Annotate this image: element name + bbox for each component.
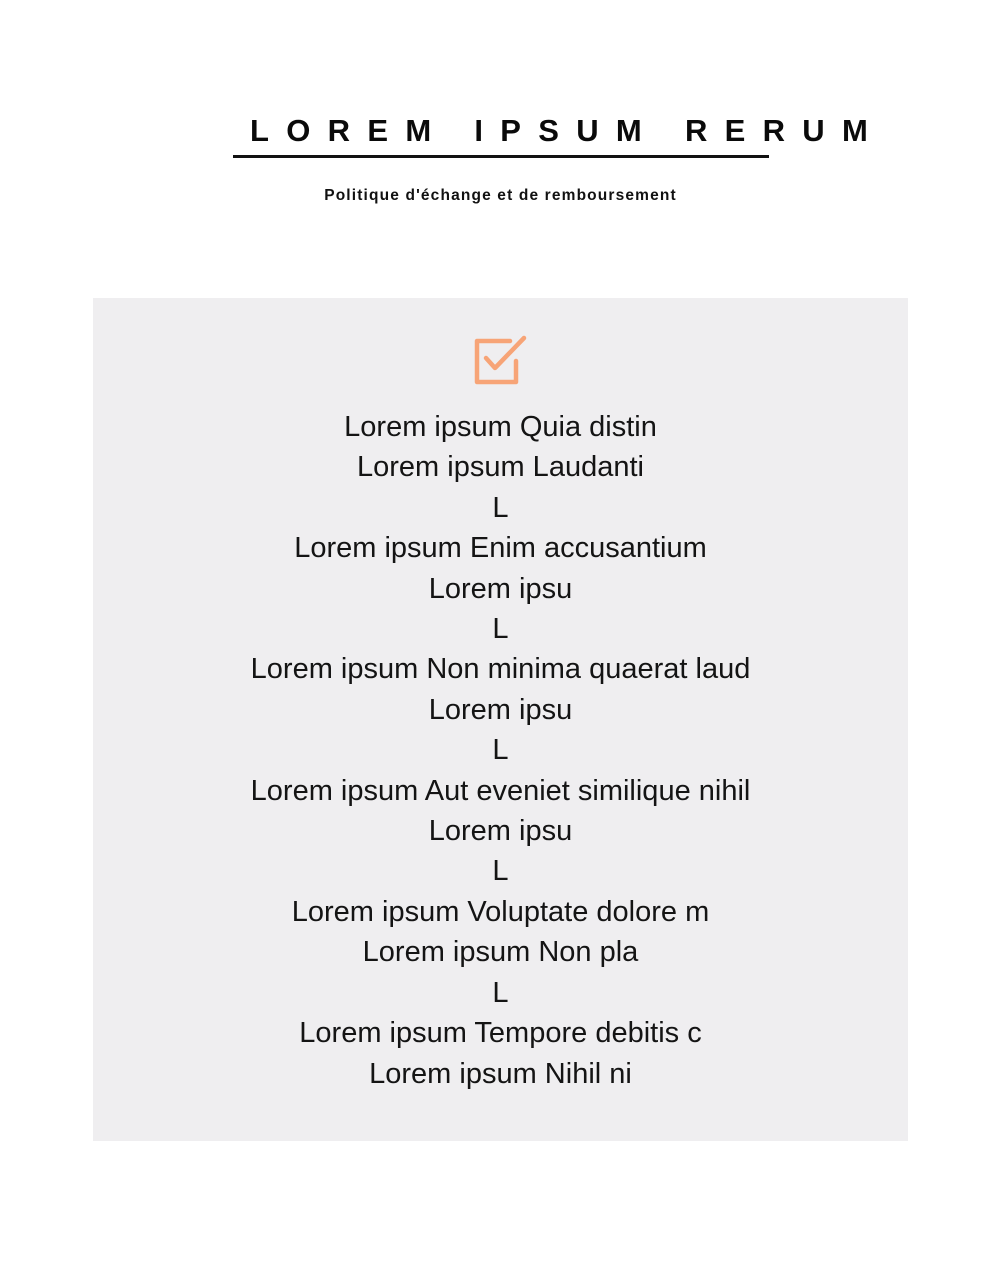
content-lines xyxy=(93,407,908,1094)
content-line: Lorem ipsum Aut eveniet similique nihil xyxy=(250,774,751,807)
document-title: LOREM IPSUM RERUM xyxy=(250,113,886,148)
title-underline-divider xyxy=(233,155,769,158)
content-line: L xyxy=(492,491,509,524)
content-line: Lorem ipsum Laudanti xyxy=(357,451,644,484)
content-line: Lorem ipsum Tempore debitis c xyxy=(299,1017,702,1050)
content-line: Lorem ipsu xyxy=(428,815,573,848)
content-line: Lorem ipsum Quia distin xyxy=(344,411,657,443)
content-line: L xyxy=(492,976,509,1009)
content-line: L xyxy=(492,613,509,646)
content-line: Lorem ipsu xyxy=(428,572,573,605)
content-line: Lorem ipsu xyxy=(428,693,573,726)
content-line: Lorem ipsum Nihil ni xyxy=(369,1057,632,1090)
content-line: L xyxy=(492,855,509,888)
content-line: Lorem ipsum Enim accusantium xyxy=(294,532,707,565)
content-line: Lorem ipsum Voluptate dolore m xyxy=(291,895,710,928)
document-subtitle: Politique d'échange et de remboursement xyxy=(324,187,677,204)
content-line: Lorem ipsum Non minima quaerat laud xyxy=(250,653,751,686)
checkbox-checked-icon xyxy=(472,334,528,386)
content-line: Lorem ipsum Non pla xyxy=(362,936,639,969)
content-line: L xyxy=(492,734,509,767)
